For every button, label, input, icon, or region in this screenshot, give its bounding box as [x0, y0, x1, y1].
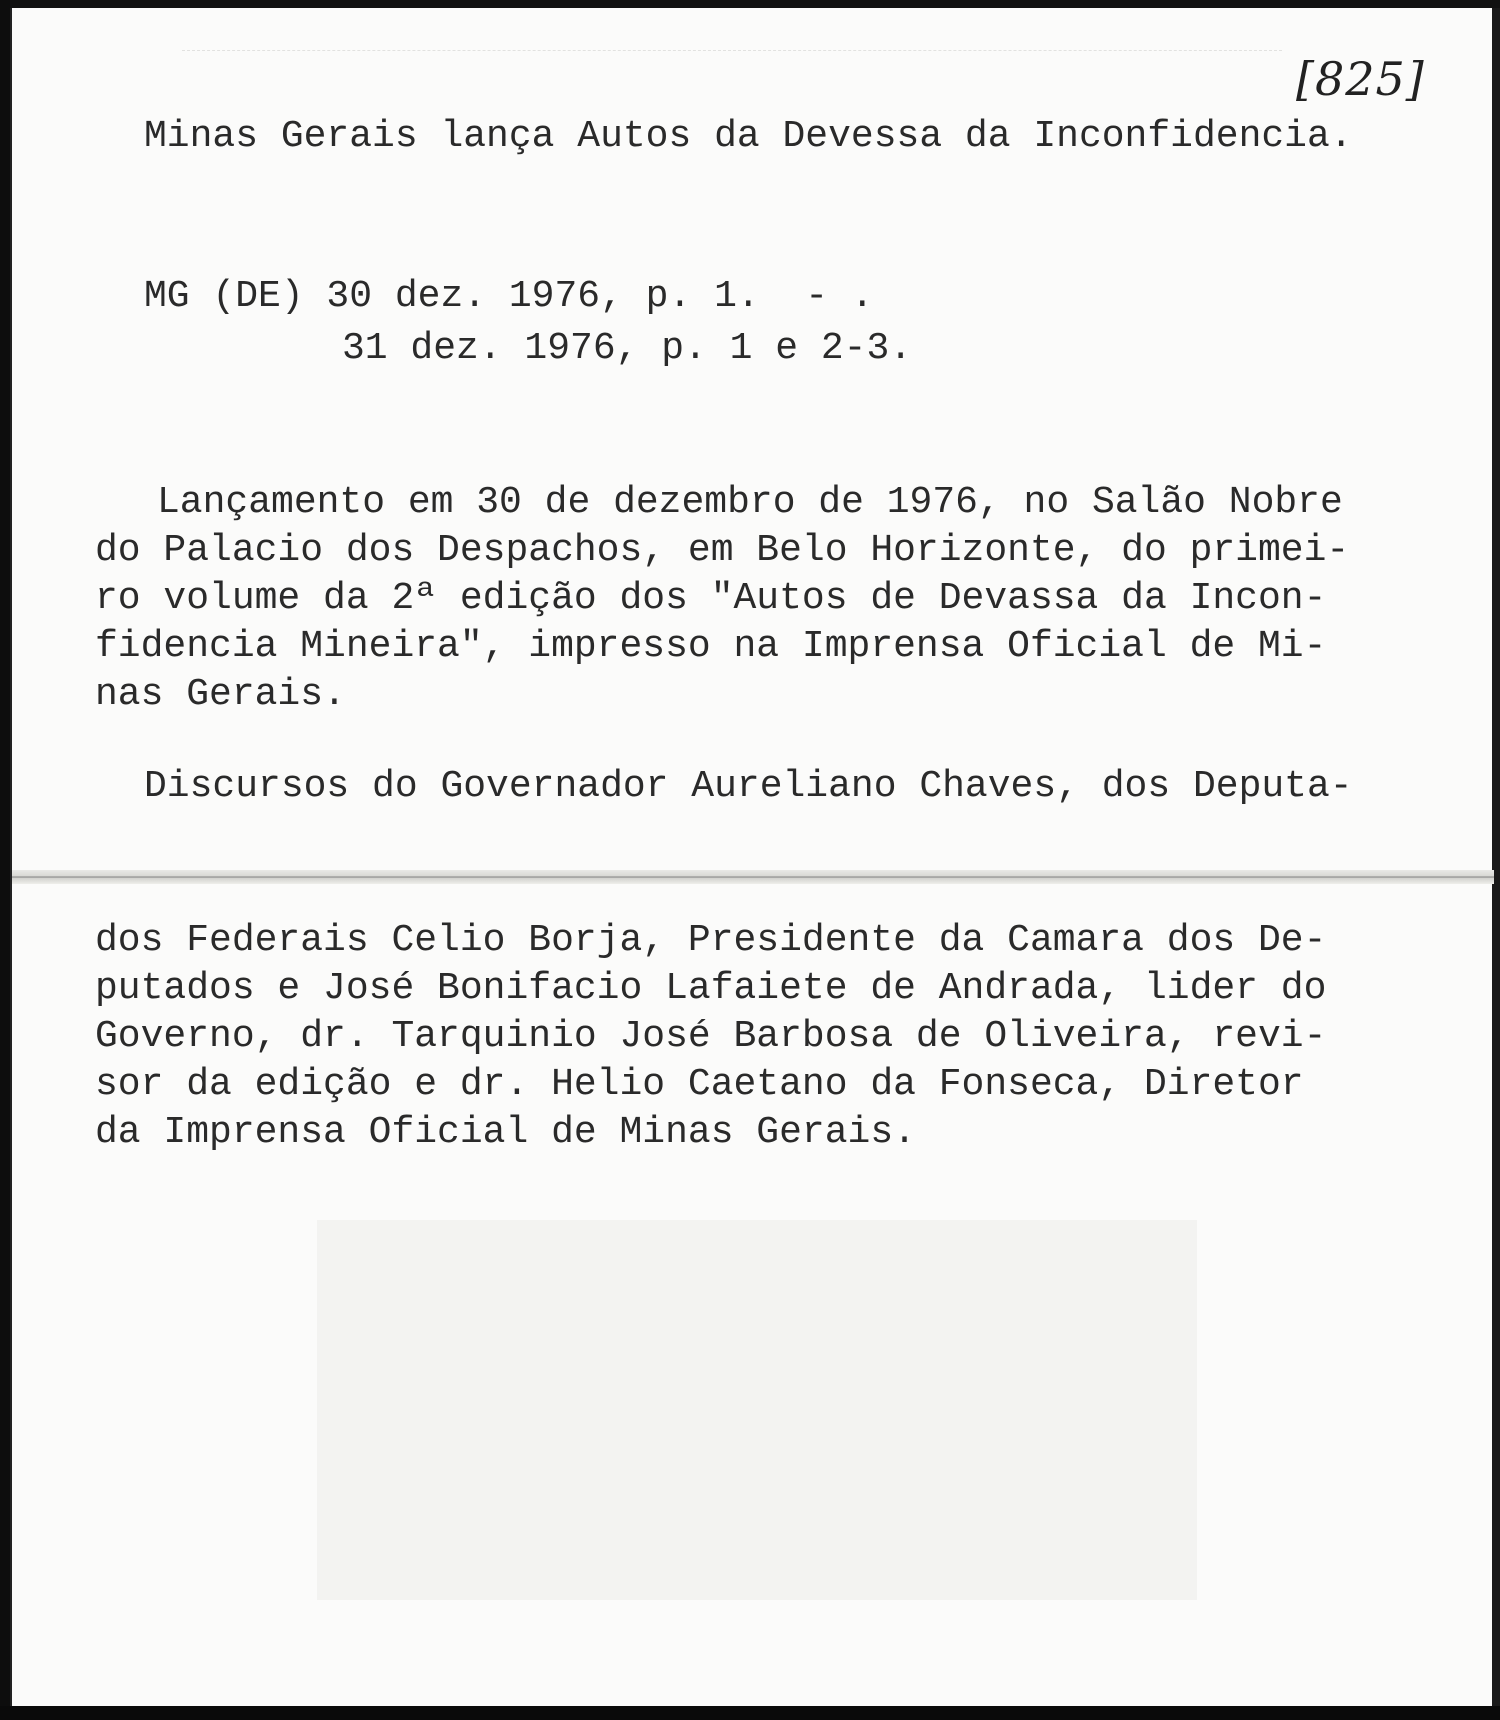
top-edge — [0, 0, 1500, 8]
bottom-edge — [0, 1706, 1500, 1720]
left-edge — [0, 0, 10, 1720]
catalog-card — [10, 8, 1492, 1706]
paper-fold-line — [12, 870, 1494, 884]
paragraph-1-line-2: do Palacio dos Despachos, em Belo Horizonte, do primei- — [95, 529, 1350, 572]
faint-backside-shadow — [317, 1220, 1197, 1600]
paragraph-2-line-1: Discursos do Governador Aureliano Chaves, dos Deputa- — [144, 765, 1353, 808]
paragraph-2-line-3: putados e José Bonifacio Lafaiete de Andrada, lider do — [95, 967, 1327, 1010]
handwritten-tag: [825] — [1296, 52, 1425, 106]
paragraph-1-line-5: nas Gerais. — [95, 673, 346, 716]
faint-offset-text — [182, 50, 1282, 69]
paragraph-1-line-4: fidencia Mineira", impresso na Imprensa Oficial de Mi- — [95, 625, 1327, 668]
paragraph-1-line-1: Lançamento em 30 de dezembro de 1976, no Salão Nobre — [157, 481, 1343, 524]
source-line-1: MG (DE) 30 dez. 1976, p. 1. - . — [144, 275, 874, 318]
paragraph-2-line-4: Governo, dr. Tarquinio José Barbosa de Oliveira, revi- — [95, 1015, 1327, 1058]
source-line-2: 31 dez. 1976, p. 1 e 2-3. — [342, 327, 913, 370]
paragraph-2-line-2: dos Federais Celio Borja, Presidente da Camara dos De- — [95, 919, 1327, 962]
paragraph-1-line-3: ro volume da 2ª edição dos "Autos de Devassa da Incon- — [95, 577, 1327, 620]
paragraph-2-line-5: sor da edição e dr. Helio Caetano da Fonseca, Diretor — [95, 1063, 1304, 1106]
card-title: Minas Gerais lança Autos da Devessa da Inconfidencia. — [144, 115, 1353, 158]
paragraph-2-line-6: da Imprensa Oficial de Minas Gerais. — [95, 1111, 916, 1154]
